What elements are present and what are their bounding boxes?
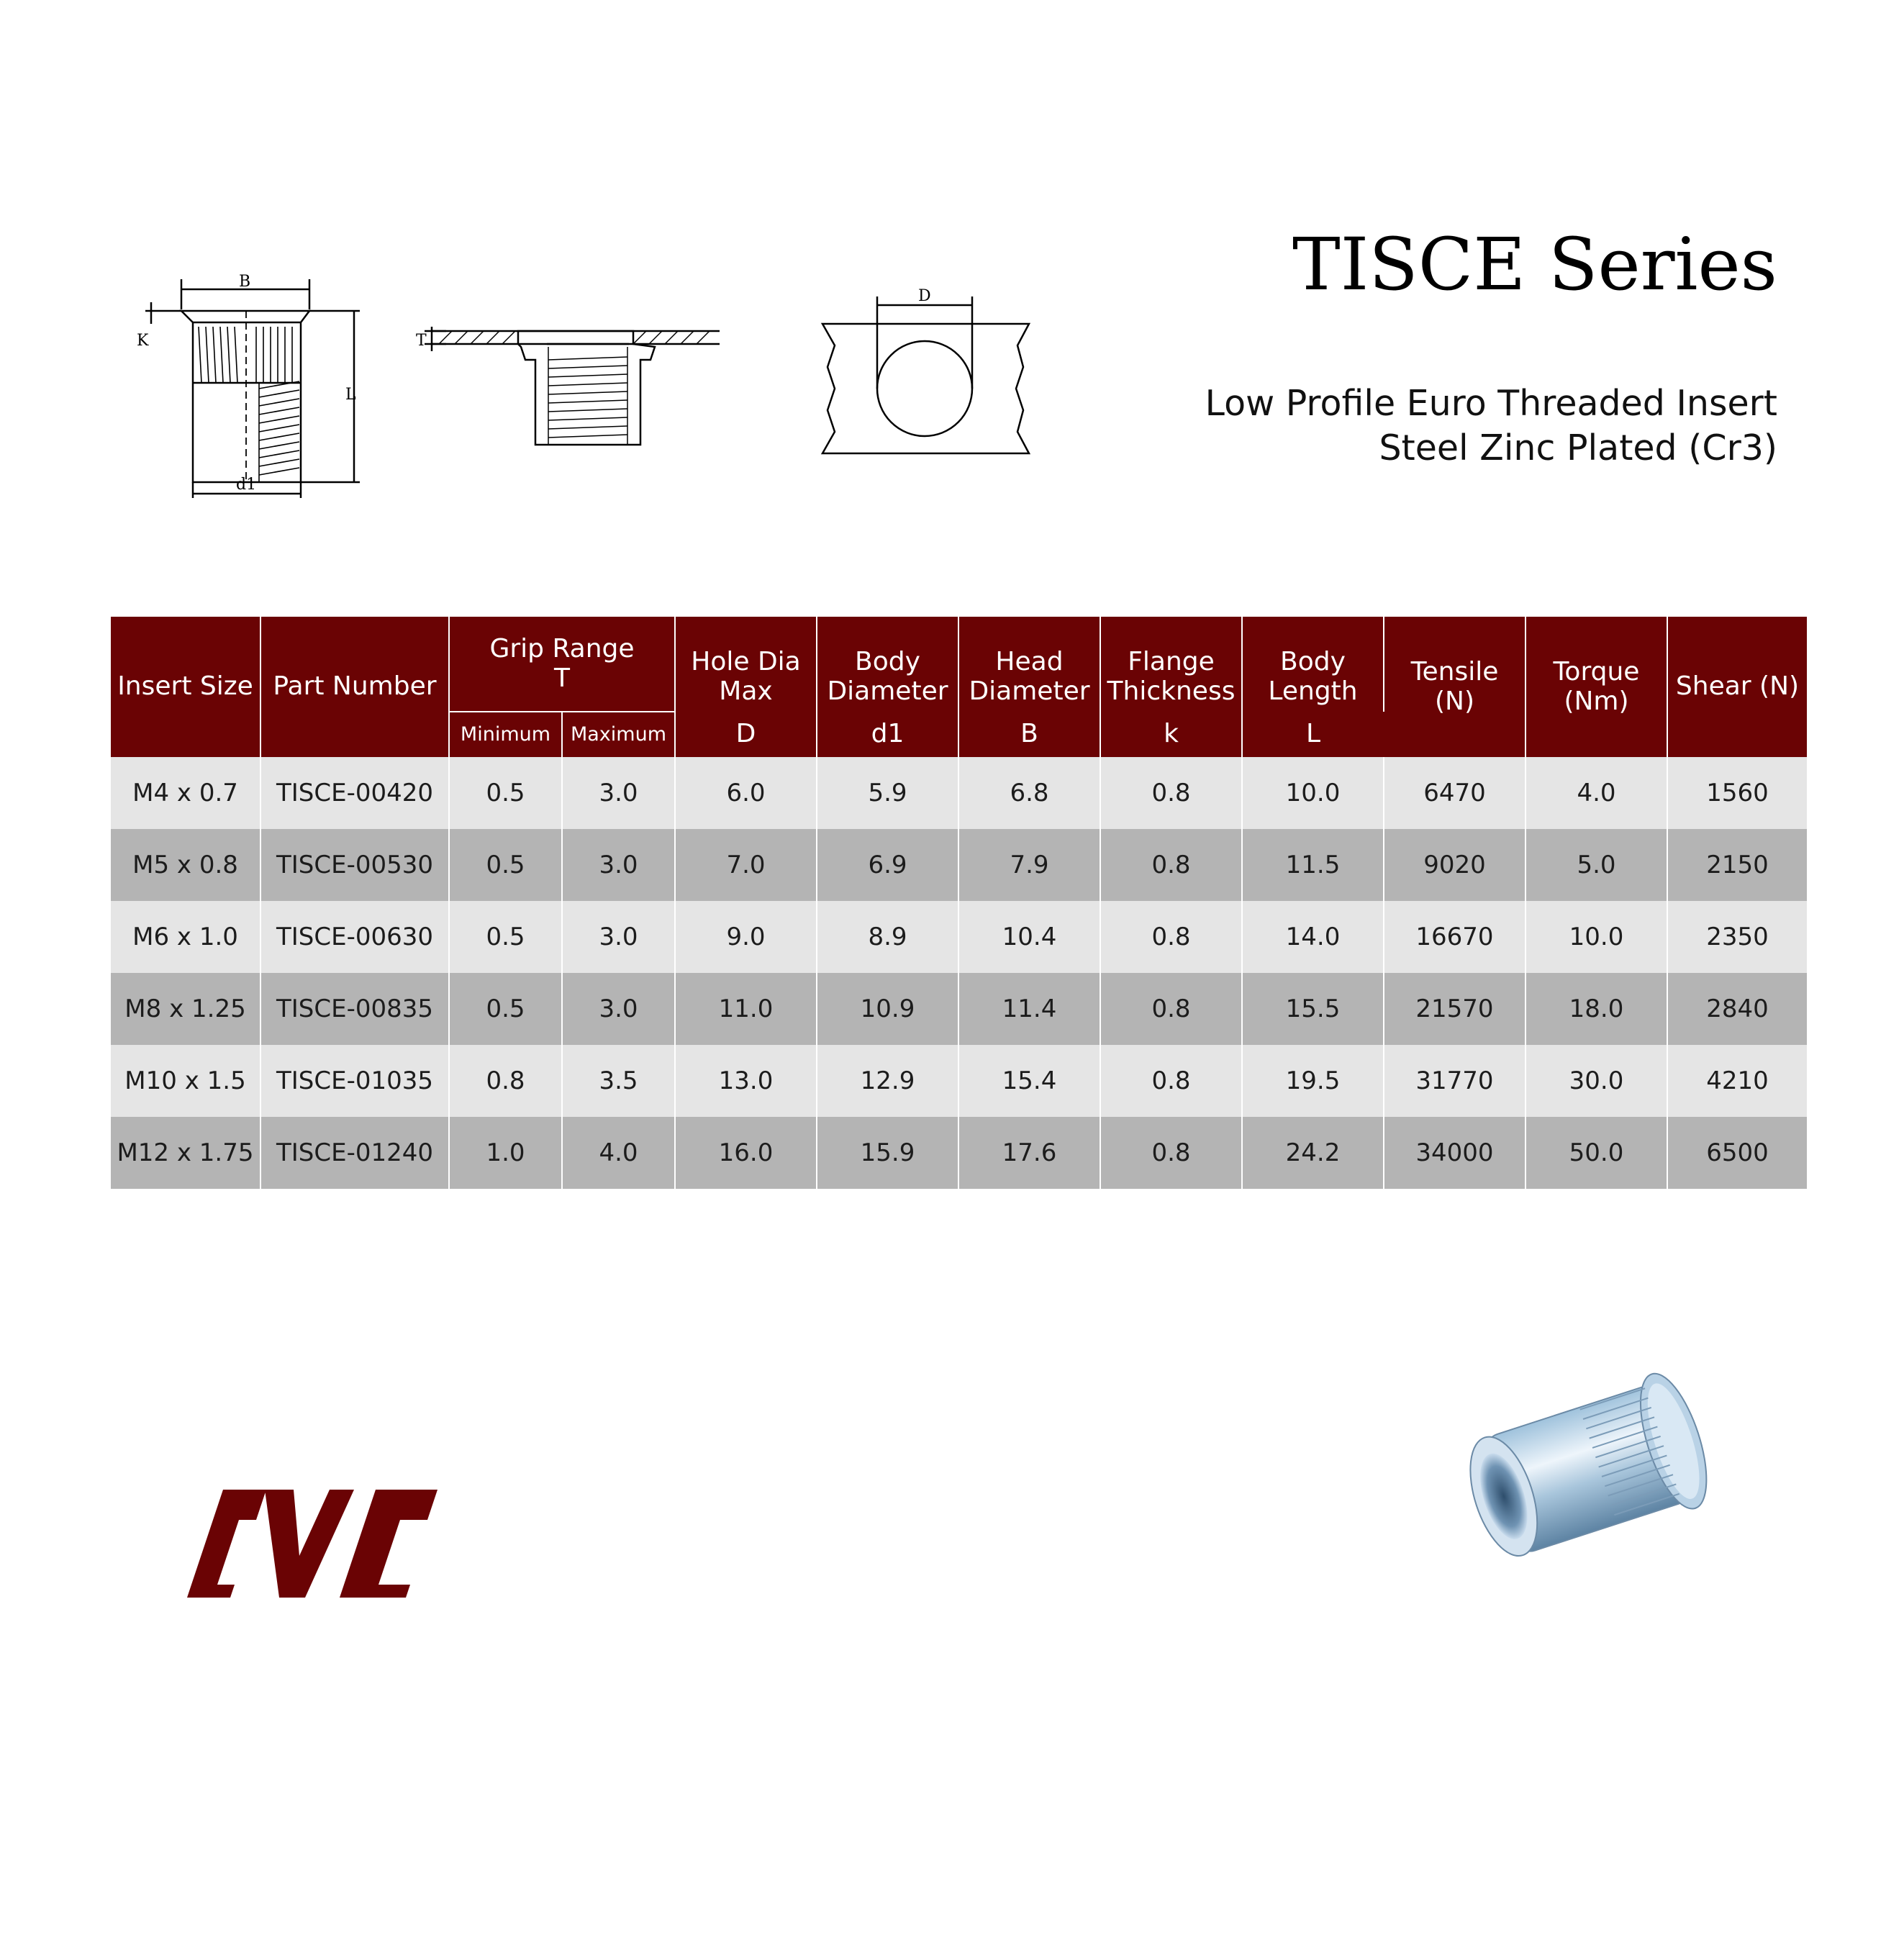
table-row	[111, 1117, 1807, 1189]
cell-torque: 50.0	[1526, 1117, 1667, 1189]
cell-part-number: TISCE-01035	[260, 1045, 449, 1117]
cell-part-number: TISCE-00420	[260, 757, 449, 829]
subtitle-product: Low Profile Euro Threaded Insert	[1205, 383, 1777, 424]
header-grip-range	[449, 617, 675, 712]
table-row	[111, 1045, 1807, 1117]
cell-tensile: 21570	[1384, 973, 1526, 1045]
cell-head-diameter: 10.4	[958, 901, 1100, 973]
cell-torque: 18.0	[1526, 973, 1667, 1045]
cell-part-number: TISCE-01240	[260, 1117, 449, 1189]
cell-insert-size: M10 x 1.5	[111, 1045, 260, 1117]
label-D: D	[918, 287, 931, 305]
cell-grip-min: 0.5	[449, 829, 562, 901]
header-grip-range-label: Grip Range	[489, 634, 635, 664]
cell-part-number: TISCE-00630	[260, 901, 449, 973]
cell-body-length: 19.5	[1242, 1045, 1384, 1117]
header-hole-dia: Hole Dia Max	[675, 617, 817, 712]
cell-tensile: 34000	[1384, 1117, 1526, 1189]
cell-grip-min: 1.0	[449, 1117, 562, 1189]
table-row	[111, 901, 1807, 973]
header-torque: Torque (Nm)	[1526, 617, 1667, 757]
cell-flange-thickness: 0.8	[1100, 973, 1242, 1045]
header-head-symbol: B	[958, 712, 1100, 757]
label-d1: d1	[236, 476, 257, 494]
cell-body-length: 11.5	[1242, 829, 1384, 901]
cell-body-diameter: 6.9	[817, 829, 958, 901]
header-body-length: Body Length	[1242, 617, 1384, 712]
header-flange-thickness: Flange Thickness	[1100, 617, 1242, 712]
cell-flange-thickness: 0.8	[1100, 1117, 1242, 1189]
label-B: B	[239, 273, 251, 291]
cell-flange-thickness: 0.8	[1100, 901, 1242, 973]
cell-head-diameter: 15.4	[958, 1045, 1100, 1117]
cvc-logo	[173, 1490, 446, 1598]
cell-grip-max: 3.0	[562, 901, 675, 973]
cell-tensile: 6470	[1384, 757, 1526, 829]
header-length-symbol: L	[1242, 712, 1384, 757]
table-row	[111, 829, 1807, 901]
cell-body-length: 14.0	[1242, 901, 1384, 973]
cell-body-diameter: 5.9	[817, 757, 958, 829]
cell-shear: 2840	[1667, 973, 1807, 1045]
cell-grip-min: 0.5	[449, 757, 562, 829]
header-insert-size: Insert Size	[111, 617, 260, 757]
header-grip-symbol: T	[554, 663, 570, 693]
cell-grip-max: 3.0	[562, 829, 675, 901]
cell-grip-max: 3.0	[562, 757, 675, 829]
table-row	[111, 757, 1807, 829]
cell-shear: 2350	[1667, 901, 1807, 973]
cell-part-number: TISCE-00835	[260, 973, 449, 1045]
cell-grip-max: 4.0	[562, 1117, 675, 1189]
table-row	[111, 973, 1807, 1045]
cell-head-diameter: 11.4	[958, 973, 1100, 1045]
header-hole-symbol: D	[675, 712, 817, 757]
cell-grip-min: 0.5	[449, 901, 562, 973]
cell-hole-dia: 13.0	[675, 1045, 817, 1117]
cell-tensile: 9020	[1384, 829, 1526, 901]
cell-flange-thickness: 0.8	[1100, 1045, 1242, 1117]
cell-shear: 2150	[1667, 829, 1807, 901]
cell-tensile: 31770	[1384, 1045, 1526, 1117]
hole-drawing	[822, 287, 1029, 453]
cell-hole-dia: 7.0	[675, 829, 817, 901]
label-L: L	[345, 386, 356, 404]
cell-grip-min: 0.5	[449, 973, 562, 1045]
cell-body-length: 24.2	[1242, 1117, 1384, 1189]
header-body-symbol: d1	[817, 712, 958, 757]
cell-body-diameter: 10.9	[817, 973, 958, 1045]
subtitle-material: Steel Zinc Plated (Cr3)	[1379, 427, 1777, 468]
cell-hole-dia: 11.0	[675, 973, 817, 1045]
cell-insert-size: M12 x 1.75	[111, 1117, 260, 1189]
insert-side-drawing	[137, 273, 360, 498]
cell-shear: 6500	[1667, 1117, 1807, 1189]
cell-hole-dia: 6.0	[675, 757, 817, 829]
cell-insert-size: M4 x 0.7	[111, 757, 260, 829]
cell-insert-size: M6 x 1.0	[111, 901, 260, 973]
header-part-number: Part Number	[260, 617, 449, 757]
cell-insert-size: M5 x 0.8	[111, 829, 260, 901]
header-grip-min: Minimum	[449, 712, 562, 757]
page-title: TISCE Series	[1292, 222, 1777, 307]
cell-head-diameter: 6.8	[958, 757, 1100, 829]
cell-hole-dia: 9.0	[675, 901, 817, 973]
cell-torque: 4.0	[1526, 757, 1667, 829]
cell-part-number: TISCE-00530	[260, 829, 449, 901]
rivet-nut-image	[1432, 1339, 1749, 1590]
specification-table	[111, 617, 1807, 1189]
insert-installed-drawing	[416, 327, 720, 445]
label-T: T	[416, 332, 427, 350]
header-body-diameter: Body Diameter	[817, 617, 958, 712]
header-shear: Shear (N)	[1667, 617, 1807, 757]
header-grip-max: Maximum	[562, 712, 675, 757]
cell-shear: 4210	[1667, 1045, 1807, 1117]
cell-grip-min: 0.8	[449, 1045, 562, 1117]
label-K: K	[137, 332, 149, 350]
cell-flange-thickness: 0.8	[1100, 829, 1242, 901]
cell-torque: 10.0	[1526, 901, 1667, 973]
cell-insert-size: M8 x 1.25	[111, 973, 260, 1045]
cell-flange-thickness: 0.8	[1100, 757, 1242, 829]
cell-body-diameter: 8.9	[817, 901, 958, 973]
cell-hole-dia: 16.0	[675, 1117, 817, 1189]
cell-shear: 1560	[1667, 757, 1807, 829]
cell-torque: 5.0	[1526, 829, 1667, 901]
cell-head-diameter: 7.9	[958, 829, 1100, 901]
cell-head-diameter: 17.6	[958, 1117, 1100, 1189]
cell-body-diameter: 15.9	[817, 1117, 958, 1189]
header-tensile: Tensile (N)	[1384, 617, 1526, 757]
cell-body-length: 15.5	[1242, 973, 1384, 1045]
header-flange-symbol: k	[1100, 712, 1242, 757]
cell-grip-max: 3.5	[562, 1045, 675, 1117]
header-head-diameter: Head Diameter	[958, 617, 1100, 712]
cell-grip-max: 3.0	[562, 973, 675, 1045]
cell-body-diameter: 12.9	[817, 1045, 958, 1117]
cell-torque: 30.0	[1526, 1045, 1667, 1117]
cell-body-length: 10.0	[1242, 757, 1384, 829]
cell-tensile: 16670	[1384, 901, 1526, 973]
technical-drawings	[130, 266, 1051, 504]
